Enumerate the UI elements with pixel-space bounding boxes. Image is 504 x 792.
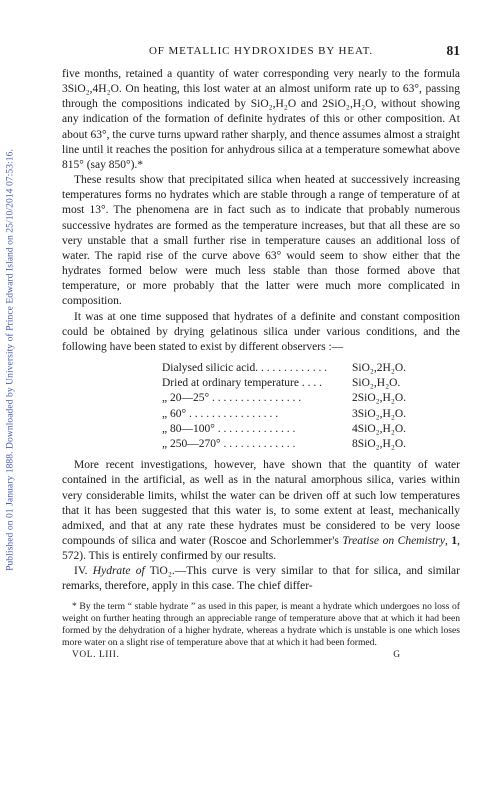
hydrate-formula: SiO₂,2H₂O. <box>352 361 407 374</box>
hydrate-row <box>162 391 462 406</box>
citation-rest: , 572). This is entirely confirmed by our results. <box>62 534 461 563</box>
signature-mark: G <box>393 649 400 660</box>
section-text: —This curve is very similar to that for silica, and similar remarks, therefore, apply in this case. The chief differ- <box>62 565 460 593</box>
running-title: OF METALLIC HYDROXIDES BY HEAT. <box>148 45 374 57</box>
hydrate-condition: Dialysed silicic acid. . . . . . . . . . . . . <box>162 361 328 374</box>
section-title-of: of <box>130 565 145 578</box>
hydrate-condition: „ 250—270° . . . . . . . . . . . . . <box>162 437 296 450</box>
hydrate-formula: 4SiO₂,H₂O. <box>352 422 407 435</box>
hydrate-row <box>162 407 462 422</box>
hydrate-condition: „ 80—100° . . . . . . . . . . . . . . <box>162 422 296 435</box>
page-header <box>62 45 460 61</box>
hydrate-condition: „ 20—25° . . . . . . . . . . . . . . . . <box>162 392 302 405</box>
citation-title: Treatise on Chemistry <box>342 534 445 547</box>
hydrates-list <box>162 361 460 452</box>
page-number: 81 <box>446 43 460 58</box>
paragraph-4-text: More recent investigations, however, have shown that the quantity of water contained in the artificial, as well as in the natural amorphous silica, varies within very considerable limits, whilst the water can be driven off at such low temperatures that it has been suggested that this water is, to some extent at least, mechanically admixed, and that at any rate these hydrates must be considered to be very loose compounds of silica and water (Roscoe and Schorlemmer's <box>62 459 460 547</box>
download-watermark-text: Published on 01 January 1888. Downloaded by University of Prince Edward Island on 25/10/2014 07:53:16. <box>4 149 16 571</box>
hydrate-formula: SiO₂,H₂O. <box>352 377 401 390</box>
paragraph-4 <box>62 458 460 564</box>
citation-volume: 1 <box>451 534 458 547</box>
hydrate-formula: 2SiO₂,H₂O. <box>352 392 407 405</box>
hydrate-formula: 8SiO₂,H₂O. <box>352 437 407 450</box>
footnote: * By the term “ stable hydrate ” as used in this paper, is meant a hydrate which undergoes no loss of weight on further heating through an appreciable range of temperature above that at which it had been formed by the dehydration of a higher hydrate, whereas a hydrate which is unstable is one which loses more water on a slight rise of temperature above that at which it had been formed. <box>62 600 460 648</box>
hydrate-condition: Dried at ordinary temperature . . . . <box>162 377 322 390</box>
hydrate-formula: 3SiO₂,H₂O. <box>352 407 407 420</box>
citation-sep: , <box>444 534 452 547</box>
hydrate-row <box>162 376 462 391</box>
section-iv-paragraph <box>62 564 460 594</box>
signature-line <box>62 650 460 660</box>
paragraph-1: five months, retained a quantity of water corresponding very nearly to the formula 3SiO₂,4H₂O. On heating, this lost water at an almost uniform rate up to 63°, passing through the compositions indicated by SiO₂,H₂O and 2SiO₂,H₂O, without showing any indication of the formation of definite hydrates of this or other composition. At about 63°, the curve turns upward rather sharply, and thence assumes almost a straight line until it reaches the position for anhydrous silica at a temperature somewhat above 815° (say 850°).* <box>62 68 460 171</box>
hydrate-row <box>162 361 462 376</box>
hydrate-condition: „ 60° . . . . . . . . . . . . . . . . <box>162 407 279 420</box>
download-watermark <box>2 40 18 680</box>
section-formula: TiO₂. <box>144 565 175 578</box>
section-numeral: IV. <box>74 565 93 578</box>
paragraph-3: It was at one time supposed that hydrates of a definite and constant composition could be obtained by drying gelatinous silica under various conditions, and the following have been stated to exist by different observers :— <box>62 310 460 353</box>
hydrate-row <box>162 422 462 437</box>
paragraph-2: These results show that precipitated silica when heated at successively increasing temperatures forms no hydrates which are stable through a range of temperature of at most 13°. The phenomena are in fact such as to indicate that probably numerous successive hydrates are formed as the temperature increases, but that all these are so very unstable that a small further rise in temperature causes an additional loss of water. The rapid rise of the curve above 63° would seem to show either that the hydrates formed below were much less stable than those formed above that temperature, or more probably that the latter were much more complicated in composition. <box>62 174 460 308</box>
section-title: Hydrate <box>92 565 131 578</box>
main-text <box>62 67 460 660</box>
hydrate-row <box>162 437 462 452</box>
volume-label: VOL. LIII. <box>72 649 120 660</box>
